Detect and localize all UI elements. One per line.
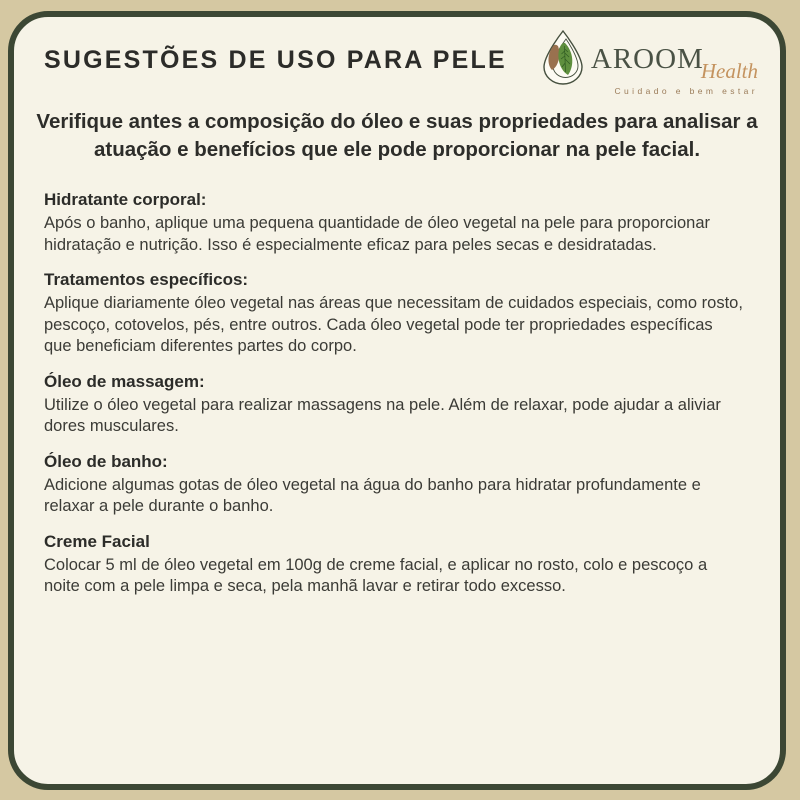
brand-name: AROOM — [590, 43, 704, 75]
section-heading: Óleo de massagem: — [44, 371, 205, 391]
brand-logo-row — [539, 29, 758, 85]
section-body: Utilize o óleo vegetal para realizar massagens na pele. Além de relaxar, pode ajudar a aliviar dores musculares. — [44, 395, 721, 435]
sections-list — [44, 190, 744, 598]
section-oleo-de-massagem — [44, 372, 744, 438]
brand-logo — [539, 29, 758, 96]
section-tratamentos-especificos — [44, 270, 744, 358]
header — [44, 29, 762, 99]
section-creme-facial — [44, 532, 744, 598]
section-hidratante-corporal — [44, 190, 744, 256]
section-heading: Óleo de banho: — [44, 451, 168, 471]
section-heading: Creme Facial — [44, 531, 150, 551]
section-heading: Hidratante corporal: — [44, 190, 207, 209]
section-body: Adicione algumas gotas de óleo vegetal na água do banho para hidratar profundamente e relaxar a pele durante o banho. — [44, 475, 701, 515]
section-body: Colocar 5 ml de óleo vegetal em 100g de creme facial, e aplicar no rosto, colo e pescoço a noite com a pele limpa e seca, pela manhã lavar e retirar todo excesso. — [44, 555, 708, 595]
section-body: Após o banho, aplique uma pequena quantidade de óleo vegetal na pele para proporcionar hidratação e nutrição. Isso é especialmente eficaz para peles secas e desidratadas. — [44, 214, 711, 254]
content-card — [8, 11, 786, 790]
droplet-leaf-icon — [539, 29, 587, 85]
brand-suffix: Health — [700, 59, 758, 83]
page-title: SUGESTÕES DE USO PARA PELE — [44, 46, 507, 74]
brand-tagline: Cuidado e bem estar — [614, 86, 758, 96]
section-heading: Tratamentos específicos: — [44, 270, 249, 289]
section-body: Aplique diariamente óleo vegetal nas áreas que necessitam de cuidados especiais, como rosto, pescoço, cotovelos, pés, entre outros. Cada óleo vegetal pode ter propriedades específicas que beneficiam diferentes partes do corpo. — [44, 294, 743, 355]
intro-text: Verifique antes a composição do óleo e suas propriedades para analisar a atuação e benefícios que ele pode proporcionar na pele facial. — [36, 110, 758, 161]
section-oleo-de-banho — [44, 452, 744, 518]
